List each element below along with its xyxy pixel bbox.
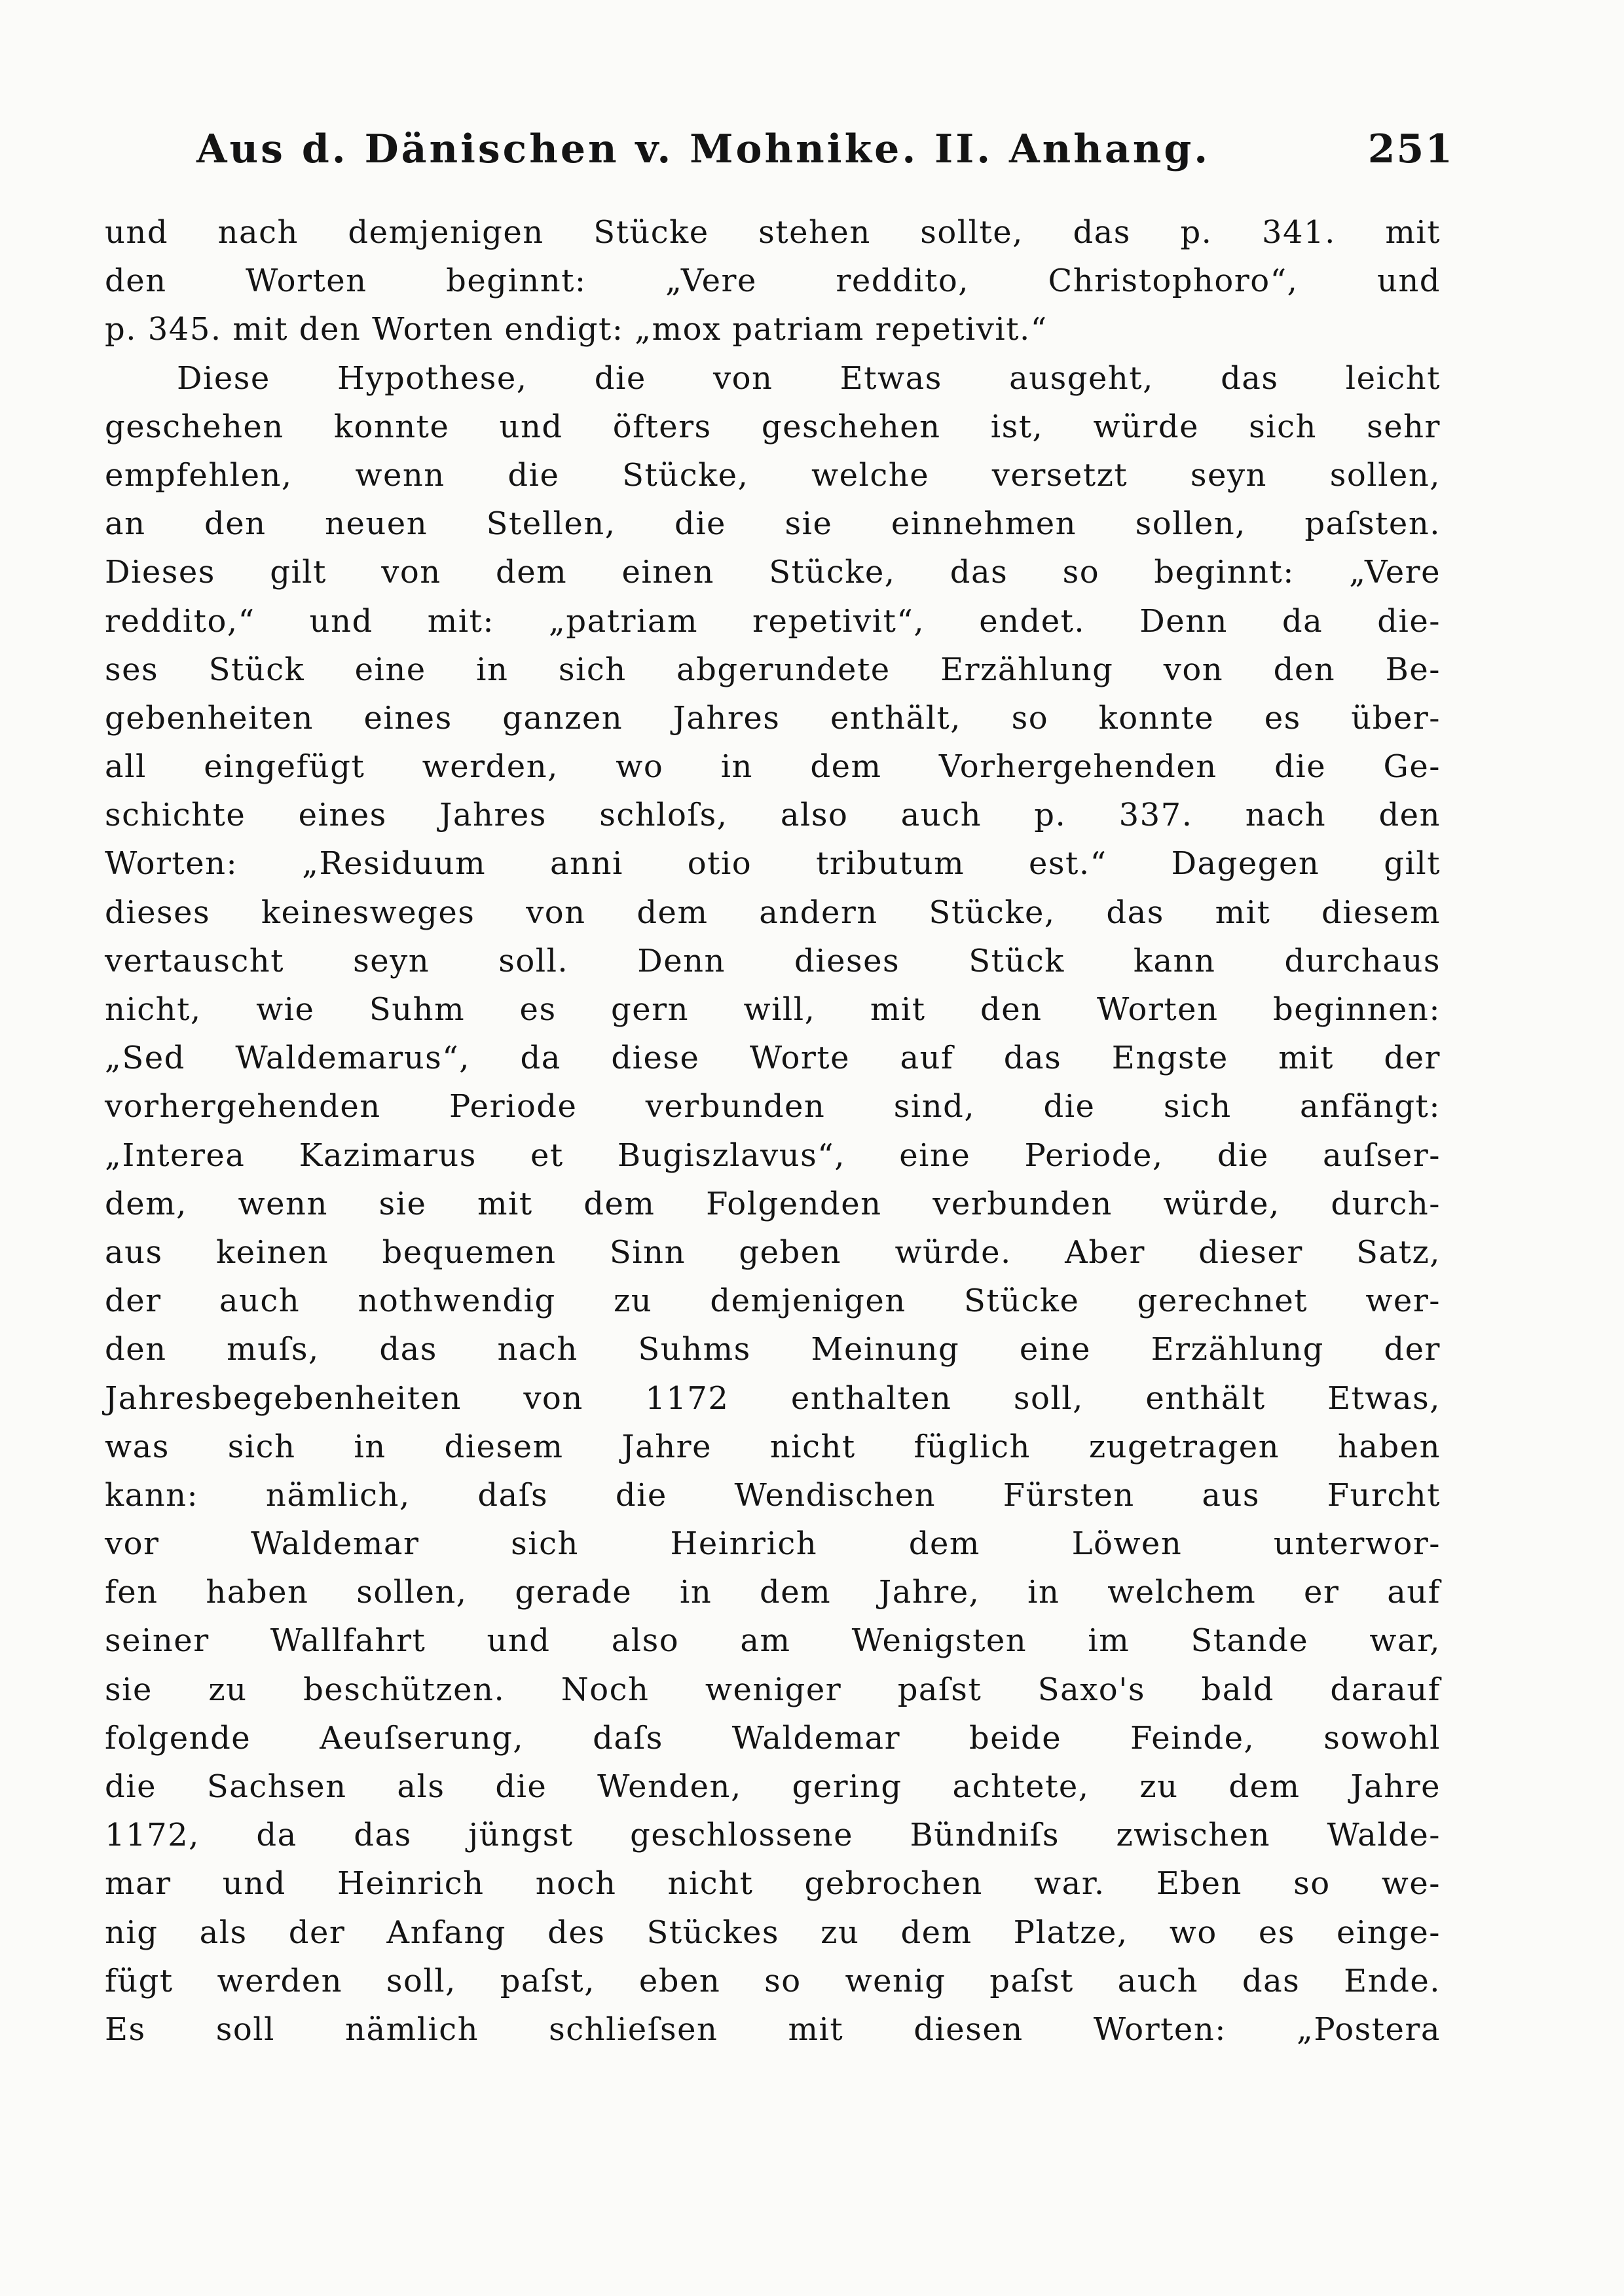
text-line: ses Stück eine in sich abgerundete Erzählung von den Be- — [105, 651, 1441, 688]
text-line: fügt werden soll, paſst, eben so wenig paſst auch das Ende. — [105, 1962, 1441, 1999]
text-line: seiner Wallfahrt und also am Wenigsten im Stande war, — [105, 1622, 1441, 1660]
page-number: 251 — [1367, 126, 1454, 172]
text-line: mar und Heinrich noch nicht gebrochen war. Eben so we- — [105, 1865, 1441, 1903]
text-line: aus keinen bequemen Sinn geben würde. Aber dieser Satz, — [105, 1233, 1441, 1271]
text-line: an den neuen Stellen, die sie einnehmen sollen, paſsten. — [105, 505, 1441, 543]
text-line: Worten: „Residuum anni otio tributum est.“ Dagegen gilt — [105, 845, 1441, 883]
text-line: dieses keinesweges von dem andern Stücke, das mit diesem — [105, 894, 1441, 931]
text-line: Jahresbegebenheiten von 1172 enthalten soll, enthält Etwas, — [105, 1379, 1441, 1417]
text-line: was sich in diesem Jahre nicht füglich zugetragen haben — [105, 1428, 1441, 1465]
running-head-title: Aus d. Dänischen v. Mohnike. II. Anhang. — [196, 126, 1211, 172]
text-line: und nach demjenigen Stücke stehen sollte, das p. 341. mit — [105, 214, 1441, 251]
paragraph-start-line: Diese Hypothese, die von Etwas ausgeht, das leicht — [177, 359, 1441, 397]
text-line: fen haben sollen, gerade in dem Jahre, in welchem er auf — [105, 1574, 1441, 1611]
text-line: nicht, wie Suhm es gern will, mit den Worten beginnen: — [105, 991, 1441, 1028]
text-line: 1172, da das jüngst geschlossene Bündniſs zwischen Walde- — [105, 1817, 1441, 1854]
text-line: kann: nämlich, daſs die Wendischen Fürsten aus Furcht — [105, 1476, 1441, 1514]
body-text — [105, 208, 1441, 2054]
text-line: „Interea Kazimarus et Bugiszlavus“, eine Periode, die auſser- — [105, 1137, 1441, 1174]
text-line: die Sachsen als die Wenden, gering achtete, zu dem Jahre — [105, 1768, 1441, 1805]
text-line: vorhergehenden Periode verbunden sind, die sich anfängt: — [105, 1088, 1441, 1125]
text-line: den Worten beginnt: „Vere reddito, Christophoro“, und — [105, 263, 1441, 300]
text-line: vor Waldemar sich Heinrich dem Löwen unterwor- — [105, 1525, 1441, 1563]
text-line: reddito,“ und mit: „patriam repetivit“, endet. Denn da die- — [105, 602, 1441, 640]
text-line: Dieses gilt von dem einen Stücke, das so beginnt: „Vere — [105, 554, 1441, 591]
text-line: dem, wenn sie mit dem Folgenden verbunden würde, durch- — [105, 1185, 1441, 1222]
text-line: sie zu beschützen. Noch weniger paſst Saxo's bald darauf — [105, 1671, 1441, 1708]
text-line: „Sed Waldemarus“, da diese Worte auf das Engste mit der — [105, 1040, 1441, 1077]
running-head — [196, 123, 1454, 175]
text-line: den muſs, das nach Suhms Meinung eine Erzählung der — [105, 1331, 1441, 1368]
text-line: empfehlen, wenn die Stücke, welche versetzt seyn sollen, — [105, 456, 1441, 494]
text-line: Es soll nämlich schlieſsen mit diesen Worten: „Postera — [105, 2011, 1441, 2048]
text-line: geschehen konnte und öfters geschehen ist, würde sich sehr — [105, 408, 1441, 445]
text-line: der auch nothwendig zu demjenigen Stücke gerechnet wer- — [105, 1283, 1441, 1320]
text-line: p. 345. mit den Worten endigt: „mox patriam repetivit.“ — [105, 311, 1048, 348]
text-line: folgende Aeuſserung, daſs Waldemar beide Feinde, sowohl — [105, 1719, 1441, 1757]
text-line: schichte eines Jahres schloſs, also auch p. 337. nach den — [105, 797, 1441, 834]
text-line: gebenheiten eines ganzen Jahres enthält, so konnte es über- — [105, 699, 1441, 737]
text-line: all eingefügt werden, wo in dem Vorhergehenden die Ge- — [105, 748, 1441, 786]
text-line: nig als der Anfang des Stückes zu dem Platze, wo es einge- — [105, 1914, 1441, 1951]
text-line: vertauscht seyn soll. Denn dieses Stück kann durchaus — [105, 942, 1441, 979]
